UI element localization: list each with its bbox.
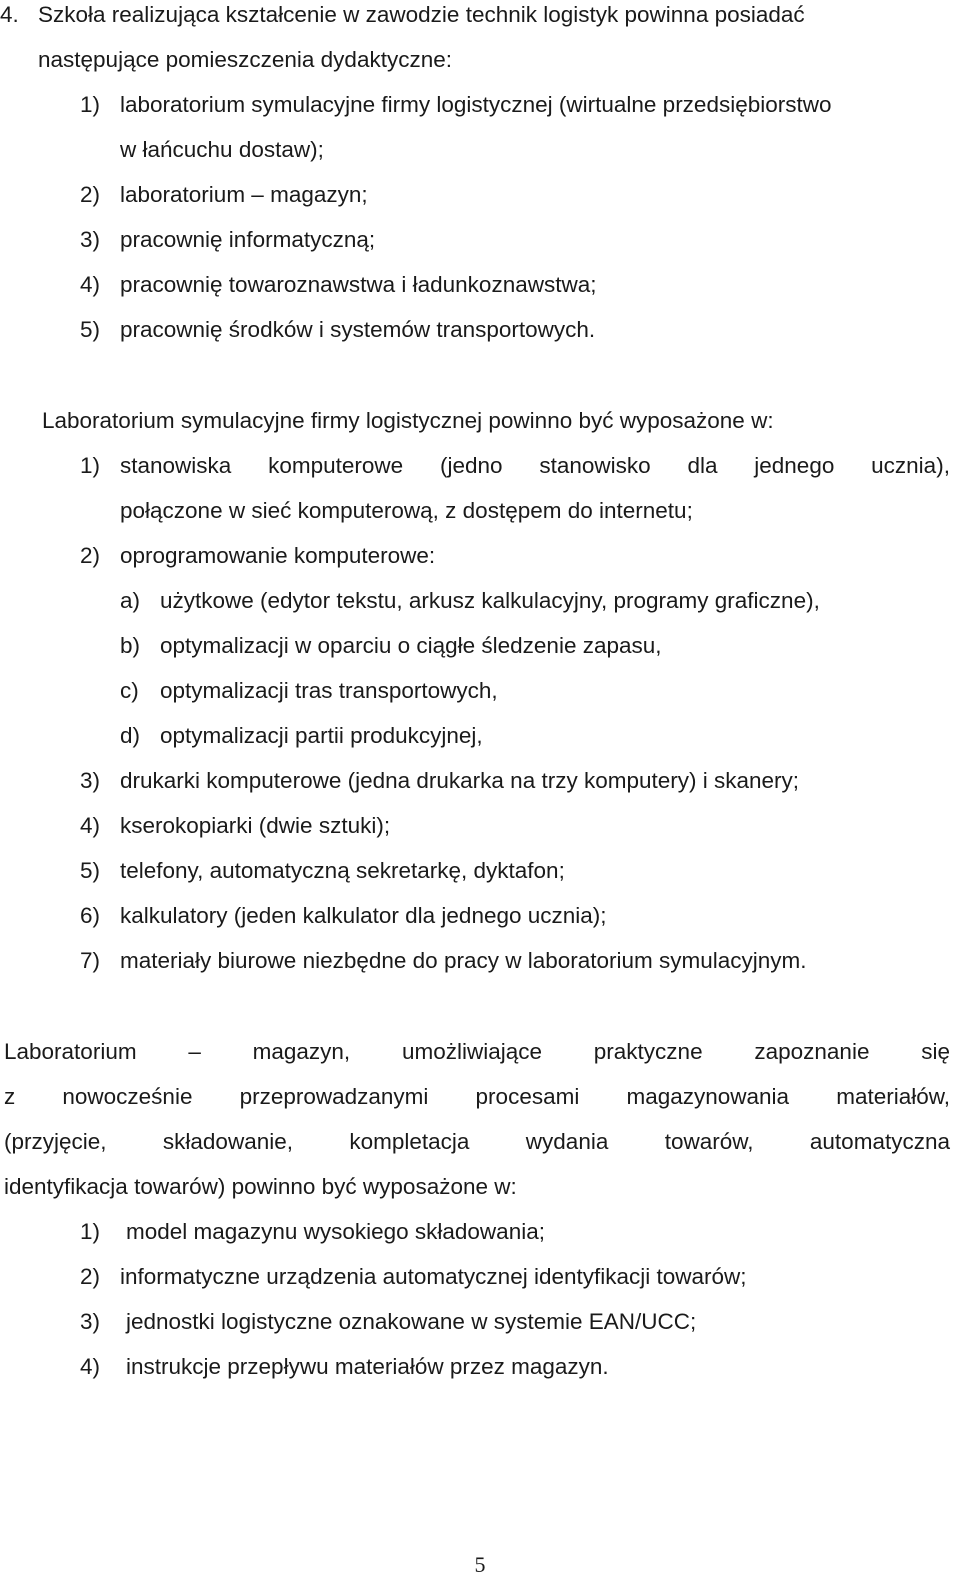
list-item: 4) pracownię towaroznawstwa i ładunkoznawstwa; (80, 272, 597, 297)
list-item: 2) oprogramowanie komputerowe: (80, 543, 436, 568)
lab-mag-para-line-4: identyfikacja towarów) powinno być wyposażone w: (4, 1174, 517, 1199)
list-item: 3) jednostki logistyczne oznakowane w systemie EAN/UCC; (80, 1309, 697, 1334)
sub-list-item: a) użytkowe (edytor tekstu, arkusz kalkulacyjny, programy graficzne), (120, 588, 820, 613)
list-item: 3) drukarki komputerowe (jedna drukarka na trzy komputery) i skanery; (80, 768, 800, 793)
intro-line-2: następujące pomieszczenia dydaktyczne: (38, 47, 452, 72)
list-item: 1) stanowiska komputerowe (jedno stanowisko dla jednego ucznia), (80, 451, 950, 481)
list-item: 5) telefony, automatyczną sekretarkę, dyktafon; (80, 858, 565, 883)
list-item: 6) kalkulatory (jeden kalkulator dla jednego ucznia); (80, 903, 607, 928)
page-number: 5 (474, 1552, 486, 1577)
lab-mag-para-line-3: (przyjęcie, składowanie, kompletacja wydania towarów, automatyczna (4, 1129, 950, 1154)
list-item: 4) instrukcje przepływu materiałów przez magazyn. (80, 1354, 609, 1379)
section-4-intro (0, 0, 805, 30)
sub-list-item: b) optymalizacji w oparciu o ciągłe śledzenie zapasu, (120, 633, 662, 658)
list-item: 4) kserokopiarki (dwie sztuki); (80, 813, 391, 838)
list-item: 7) materiały biurowe niezbędne do pracy w laboratorium symulacyjnym. (80, 948, 807, 973)
lab-mag-para-line-2: z nowocześnie przeprowadzanymi procesami magazynowania materiałów, (4, 1084, 950, 1109)
section-number: 4. (0, 2, 19, 27)
list-item-continuation: połączone w sieć komputerową, z dostępem do internetu; (120, 498, 693, 523)
list-item: 5) pracownię środków i systemów transportowych. (80, 317, 596, 342)
list-item: 2) laboratorium – magazyn; (80, 182, 368, 207)
list-item: 3) pracownię informatyczną; (80, 227, 376, 252)
list-item: 1) laboratorium symulacyjne firmy logistycznej (wirtualne przedsiębiorstwo (80, 92, 832, 117)
sub-list-item: d) optymalizacji partii produkcyjnej, (120, 723, 483, 748)
list-item-continuation: w łańcuchu dostaw); (120, 137, 324, 162)
list-item: 1) model magazynu wysokiego składowania; (80, 1219, 545, 1244)
lab-mag-para-line-1: Laboratorium – magazyn, umożliwiające praktyczne zapoznanie się (4, 1039, 950, 1064)
list-item: 2) informatyczne urządzenia automatycznej identyfikacji towarów; (80, 1264, 747, 1289)
lab-sym-intro: Laboratorium symulacyjne firmy logistycznej powinno być wyposażone w: (42, 408, 774, 433)
justified-line: stanowiska komputerowe (jedno stanowisko dla jednego ucznia), (120, 453, 950, 478)
sub-list-item: c) optymalizacji tras transportowych, (120, 678, 498, 703)
intro-line-1: Szkoła realizująca kształcenie w zawodzie technik logistyk powinna posiadać (38, 2, 805, 27)
